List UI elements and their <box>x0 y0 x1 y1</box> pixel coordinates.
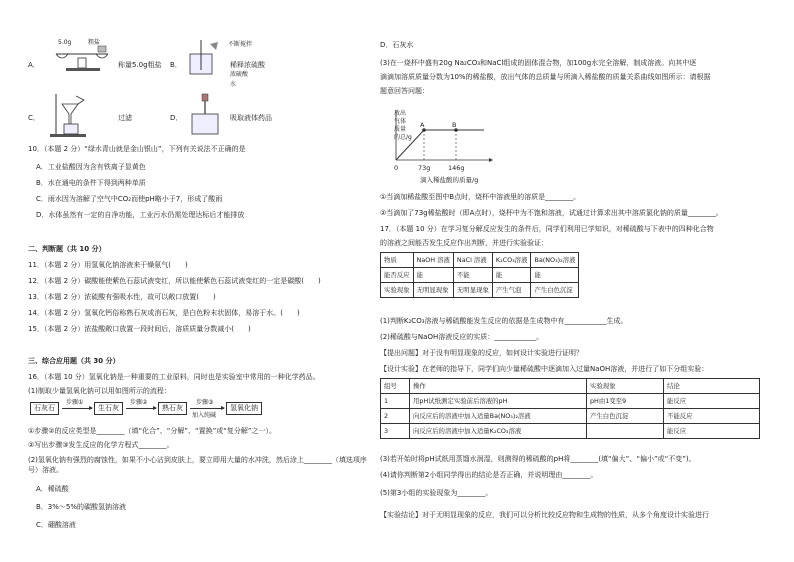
table-cell: 结论 <box>664 379 760 394</box>
exp-a-option: A． <box>28 61 40 69</box>
table-cell: NaOH 溶液 <box>413 253 453 268</box>
q17-design: 【设计实验】在老师的指导下，同学们向少量稀硫酸中逐滴加入过量NaOH溶液，并进行了如下分组实验： <box>380 365 709 373</box>
graph-y-label-4: 的总/g <box>394 134 412 141</box>
q16-3-sub1: ①当滴加稀盐酸至图中B点时，烧杯中溶液里的溶质是________。 <box>380 193 581 201</box>
judge-item-14: 14．（本题 2 分）氢氧化钙俗称熟石灰或消石灰，是白色粉末状固体，易溶于水。( ) <box>28 309 300 317</box>
exp-c-label: 过滤 <box>118 114 132 122</box>
q16-option-b: B．3%～5%的碳酸氢钠溶液 <box>36 503 127 511</box>
judge-item-11: 11．（本题 2 分）用氢氧化钠溶液来干燥氨气( ) <box>28 261 188 269</box>
flow-node-quicklime: 生石灰 <box>94 402 123 415</box>
graph-x-label: 滴入稀盐酸的质量/g <box>420 176 479 184</box>
section-2-title: 二、判断题（共 10 分） <box>28 245 106 253</box>
flow-node-slaked-lime: 熟石灰 <box>158 402 187 415</box>
table-cell: 向反应后的溶液中加入适量K₂CO₃溶液 <box>410 424 587 439</box>
flow-step-3: 步骤③ <box>196 399 214 406</box>
q10-option-b: B．水在通电的条件下得到两种单质 <box>36 179 146 187</box>
exp-c-option: C． <box>28 114 40 122</box>
flow-node-naoh: 氢氧化钠 <box>226 402 262 415</box>
group-experiment-table <box>380 378 760 439</box>
q17-sub5: (5)第3小组的实验现象为________。 <box>380 489 493 497</box>
exp-b-stir: 不断搅拌 <box>228 41 253 48</box>
table-cell: 用pH试纸测定实验前后溶液的pH <box>410 394 587 409</box>
table-cell: 物质 <box>381 253 414 268</box>
table-cell: 无明显现象 <box>413 283 453 298</box>
flow-arrow-2 <box>126 408 156 409</box>
q17-sub2: (2)稀硫酸与NaOH溶液反应的实质：____________。 <box>380 333 544 341</box>
table-cell: K₂CO₃溶液 <box>492 253 531 268</box>
graph-y-label-1: 放出 <box>394 110 407 117</box>
table-cell: 能 <box>492 268 531 283</box>
flow-node-limestone: 石灰石 <box>30 402 59 415</box>
table-cell: 能 <box>413 268 453 283</box>
table-cell: pH由1变至9 <box>587 394 664 409</box>
table-row <box>381 394 760 409</box>
table-cell: 3 <box>381 424 410 439</box>
graph-x-146: 146g <box>448 164 465 172</box>
q17-stem-a: 17．（本题 10 分）在学习复分解反应发生的条件后，同学们利用已学知识，对稀硫酸与下表中的四种化合物 <box>380 225 714 233</box>
flow-arrow-3 <box>190 408 224 409</box>
q10-stem: 10．（本题 2 分）“绿水青山就是金山银山”，下列有关说法不正确的是 <box>28 145 246 153</box>
q10-option-a: A．工业盐酸因为含有铁离子显黄色 <box>36 163 146 171</box>
exp-b-acid: 浓硫酸 <box>230 71 249 78</box>
exp-a-mass: 5.0g <box>58 39 72 46</box>
flow-step-2: 步骤② <box>130 399 148 406</box>
graph-x-73: 73g <box>418 164 431 172</box>
filtration-figure <box>48 92 92 138</box>
table-cell <box>587 424 664 439</box>
q10-option-d: D．水体虽然有一定的自净功能，工业污水仍需处理达标后才能排放 <box>36 211 245 219</box>
exp-b-label: 稀释浓硫酸 <box>230 61 265 69</box>
graph-y-label-3: 质量 <box>394 126 407 133</box>
q10-option-c: C．雨水因为溶解了空气中CO₂而使pH略小于7，形成了酸雨 <box>36 195 223 203</box>
q16-3-line-b: 滴滴加溶质质量分数为10%的稀盐酸，放出气体的总质量与所滴入稀盐酸的质量关系曲线如图所示：请根据 <box>380 73 711 81</box>
q16-line-3: (2)氢氧化钠有强烈的腐蚀性，如果不小心沾到皮肤上，要立即用大量的水冲洗，然后涂上________（填选项序号）溶液。 <box>28 456 367 474</box>
section-3-title: 三、综合应用题（共 30 分） <box>28 357 120 365</box>
table-cell: 组号 <box>381 379 410 394</box>
gas-graph <box>394 110 494 165</box>
judge-item-12: 12．（本题 2 分）碳酸能使紫色石蕊试液变红，所以能使紫色石蕊试液变红的一定是碳酸( ) <box>28 277 321 285</box>
table-cell: 产生气泡 <box>492 283 531 298</box>
dropper-figure <box>188 92 222 138</box>
exp-d-option: D． <box>170 114 183 122</box>
q16-3-line-a: (3)在一烧杯中盛有20g Na₂CO₃和NaCl组成的固体混合物，加100g水完全溶解，制成溶液。向其中逐 <box>380 59 697 67</box>
q16-3-line-c: 题意回答问题： <box>380 87 429 95</box>
q17-conclusion: 【实验结论】对于无明显现象的反应，我们可以分析比较反应物和生成物的性质，从多个角度设计实验进行 <box>380 511 709 519</box>
exp-d-label: 吸取液体药品 <box>230 114 272 122</box>
table-cell: 产生白色沉淀 <box>587 409 664 424</box>
q16-option-a: A．稀硫酸 <box>36 485 69 493</box>
group-table-header <box>381 379 760 394</box>
graph-point-a: A <box>420 121 425 129</box>
q17-sub1: (1)判断K₂CO₃溶液与稀硫酸能发生反应的依据是生成物中有____________生成。 <box>380 317 628 325</box>
table-cell: Ba(NO₃)₂溶液 <box>531 253 579 268</box>
table-cell: 1 <box>381 394 410 409</box>
dilution-figure <box>184 38 224 78</box>
q16-stem: 16．（本题 10 分）氢氧化钠是一种重要的工业原料，同时也是实验室中常用的一种化学药品。 <box>28 373 320 381</box>
graph-y-label-2: 气体 <box>394 118 407 125</box>
exp-a-salt: 粗盐 <box>88 39 101 46</box>
graph-point-b: B <box>452 121 457 129</box>
reaction-table-header <box>381 253 579 268</box>
table-cell: 产生白色沉淀 <box>531 283 579 298</box>
table-cell: 能反应 <box>664 424 760 439</box>
table-cell: 不能 <box>453 268 492 283</box>
flow-step-3-reagent: 加入纯碱 <box>192 412 217 419</box>
table-cell: 能 <box>531 268 579 283</box>
table-cell: NaCl 溶液 <box>453 253 492 268</box>
table-row <box>381 424 760 439</box>
table-cell: 无明显现象 <box>453 283 492 298</box>
table-cell: 向反应后的溶液中加入适量Ba(NO₃)₂溶液 <box>410 409 587 424</box>
graph-origin: 0 <box>394 164 399 172</box>
exp-b-option: B． <box>170 61 182 69</box>
exp-a-label: 称量5.0g粗盐 <box>118 61 162 69</box>
q17-stem-b: 的溶液之间能否发生反应作出判断，并进行实验验证： <box>380 239 548 247</box>
q17-sub3: (3)若开始时将pH试纸用蒸馏水润湿，则测得的稀硫酸的pH将________(填“偏大”、“偏小”或“不变”)。 <box>380 455 696 463</box>
table-row <box>381 283 579 298</box>
reaction-table <box>380 252 579 298</box>
judge-item-15: 15．（本题 2 分）浓盐酸敞口放置一段时间后，溶质质量分数减小( ) <box>28 325 251 333</box>
exp-b-water: 水 <box>230 81 237 88</box>
q16-line-2: ②写出步骤③发生反应的化学方程式________。 <box>28 441 174 449</box>
q16-line-1: ①步骤②的反应类型是________（填“化合”、“分解”、“置换”或“复分解”之一）。 <box>28 427 277 435</box>
flow-step-1: 步骤① <box>66 399 84 406</box>
table-cell: 能反应 <box>664 394 760 409</box>
q17-sub4: (4)请你判断第2小组同学得出的结论是否正确，并说明理由________。 <box>380 471 598 479</box>
table-cell: 实验现象 <box>587 379 664 394</box>
q17-problem: 【提出问题】对于没有明显现象的反应，如何设计实验进行证明？ <box>380 349 583 357</box>
option-d-limewater: D．石灰水 <box>380 41 414 49</box>
table-row <box>381 409 760 424</box>
table-row <box>381 268 579 283</box>
table-cell: 实验现象 <box>381 283 414 298</box>
judge-item-13: 13．（本题 2 分）浓硫酸有强吸水性，故可以敞口放置( ) <box>28 293 216 301</box>
q16-sub1: (1)制取少量氢氧化钠可以用如图所示的流程： <box>28 387 171 395</box>
table-cell: 能否反应 <box>381 268 414 283</box>
q16-option-c: C．硼酸溶液 <box>36 521 76 529</box>
table-cell: 操作 <box>410 379 587 394</box>
flow-arrow-1 <box>62 408 92 409</box>
table-cell: 2 <box>381 409 410 424</box>
q16-3-sub2: ②当滴加了73g稀盐酸时（即A点时），烧杯中为不饱和溶液，试通过计算求出其中溶质氯化钠的质量________。 <box>380 209 723 217</box>
table-cell: 不能反应 <box>664 409 760 424</box>
